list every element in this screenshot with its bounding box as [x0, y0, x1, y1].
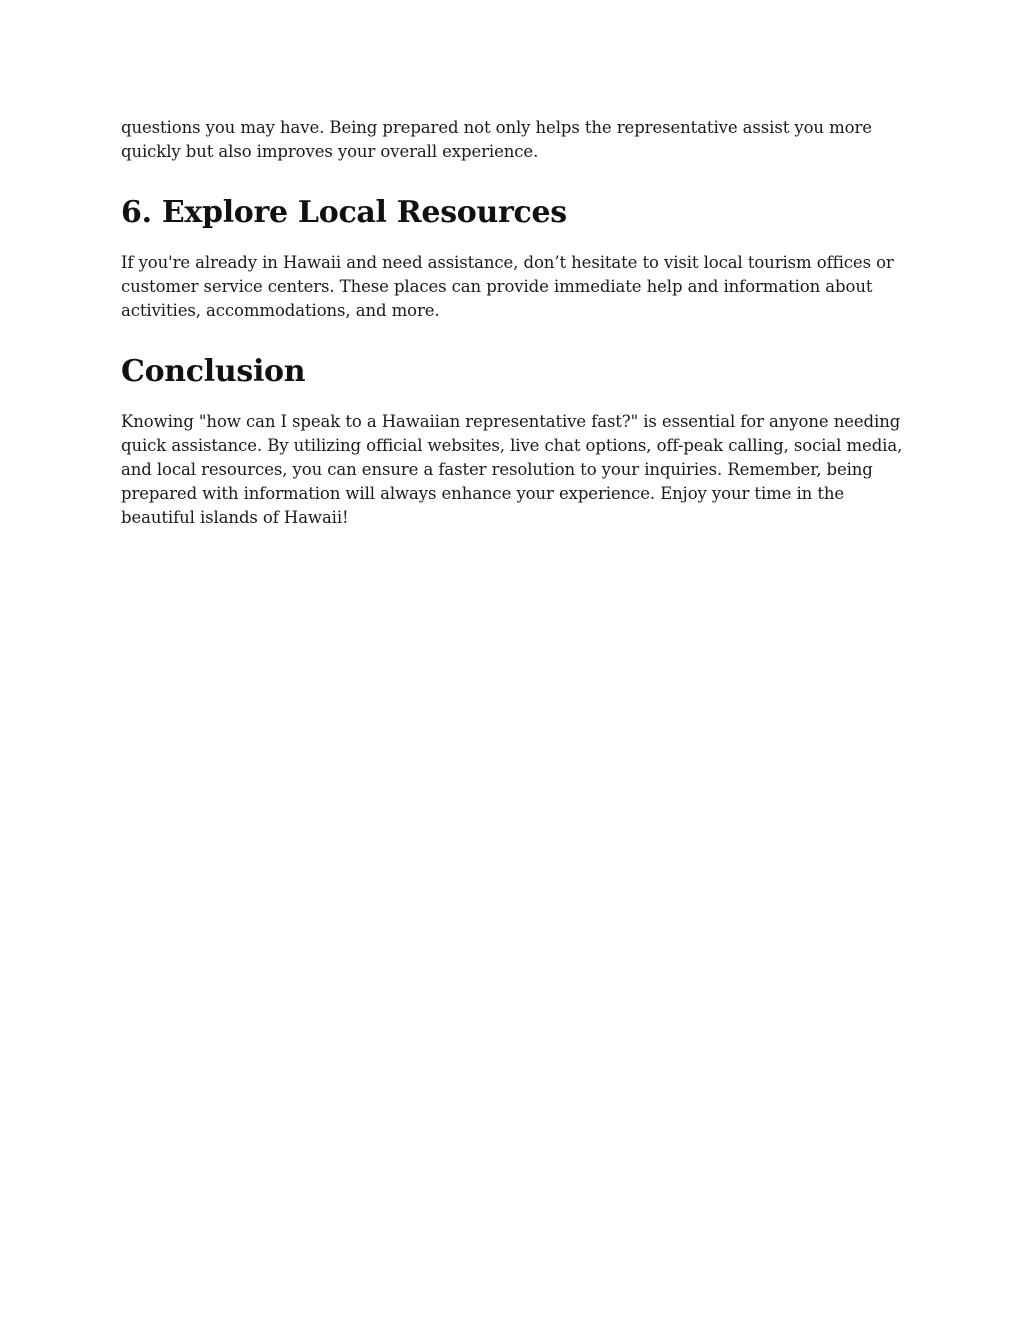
body-paragraph: questions you may have. Being prepared not only helps the representative assist you more quickly but also improves your overall experience.	[121, 118, 872, 161]
body-paragraph: If you're already in Hawaii and need assistance, don’t hesitate to visit local tourism offices or customer service centers. These places can provide immediate help and information about activities, accommodations, and more.	[121, 253, 894, 320]
section-heading-conclusion: Conclusion	[121, 354, 306, 389]
section-heading-explore-local-resources: 6. Explore Local Resources	[121, 195, 567, 230]
conclusion-paragraph: Knowing "how can I speak to a Hawaiian representative fast?" is essential for anyone needing quick assistance. By utilizing official websites, live chat options, off-peak calling, social media, and local resources, you can ensure a faster resolution to your inquiries. Remember, being prepared with information will always enhance your experience. Enjoy your time in the beautiful islands of Hawaii!	[121, 412, 903, 527]
document-page	[121, 116, 911, 530]
